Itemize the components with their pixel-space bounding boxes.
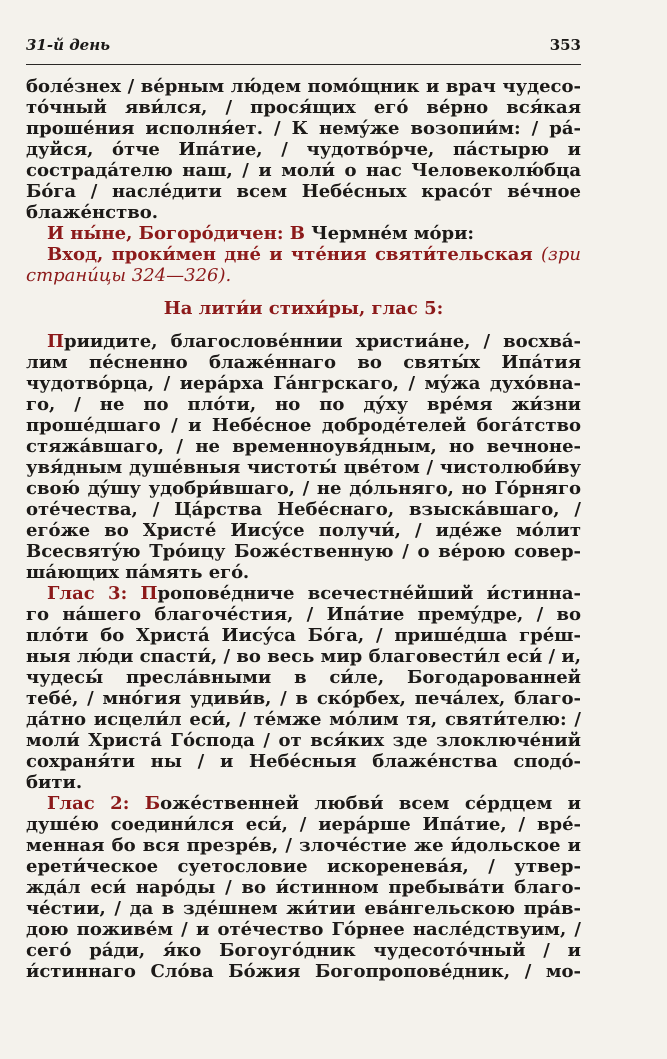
text-line: сохраня́ти ны / и Небéсныя блажéнства сподó- [26, 751, 581, 772]
spacer [26, 319, 581, 331]
vhod-rubric-text: Вход, проки́мен днé и чтéния святи́тельская [47, 244, 533, 265]
text-line: сегó рáди, я́ко Богоугóдник чудесотóчный / и [26, 940, 581, 961]
text-line: душéю соедини́лся еси́, / иерáрше Ипáтие, / врé- [26, 814, 581, 835]
first-line-text: риидите, благословéннии христиáне, / восхвá- [64, 331, 581, 352]
text-line: менная бо вся презрéв, / злочéстие же и́дольское и [26, 835, 581, 856]
text-line: тóчный яви́лся, / прося́щих егó вéрно вся́кая [26, 97, 581, 118]
sticheron-1 [26, 331, 581, 583]
text-line: болéзнех / вéрным лю́дем помóщник и врач чудесо- [26, 76, 581, 97]
text-line: ныя лю́ди спасти́, / во весь мир благовести́л еси́ / и, [26, 646, 581, 667]
text-line: ждáл еси́ нарóды / во и́стинном пребывáти благо- [26, 877, 581, 898]
text-line: стяжáвшаго, / не временноувя́дным, но вечноне- [26, 436, 581, 457]
troparion-ending [26, 76, 581, 223]
first-line-text: ожéственней любви́ всем сéрдцем и [160, 793, 581, 814]
text-line: моли́ Христá Гóспода / от вся́ких зде злоключéний [26, 730, 581, 751]
text-line: дою поживéм / и отéчество Гóрнее наслéдствуим, / [26, 919, 581, 940]
text-line: и́стиннаго Слóва Бóжия Богопроповéдник, / мо- [26, 961, 581, 982]
page-number: 353 [549, 36, 581, 54]
sticheron-2 [26, 583, 581, 793]
text-line: свою́ дýшу удобри́вшаго, / не дóльняго, но Гóрняго [26, 478, 581, 499]
tone-rubric: Глас 3: П [47, 583, 158, 604]
text-line: Всесвятýю Трóицу Божéственную / о вéрою совер- [26, 541, 581, 562]
text-line: лим пéсненно блажéннаго во святы́х Ипáтия [26, 352, 581, 373]
text-line: дáтно исцели́л еси́, / тéмже мóлим тя, святи́телю: / [26, 709, 581, 730]
text-line: шáющих пáмять егó. [26, 562, 250, 583]
running-header [26, 34, 581, 65]
vhod-rubric-reference: (зри [541, 244, 581, 265]
text-line: плóти бо Христá Иисýса Бóга, / пришéдша грéш- [26, 625, 581, 646]
sticheron-3 [26, 793, 581, 982]
rubric-black-text: Чермнéм мóри: [304, 223, 475, 244]
vhod-rubric-line-1 [26, 244, 581, 265]
text-line: го, / не по плóти, но по дýху врéмя жи́зни [26, 394, 581, 415]
text-line: сострадáтелю наш, / и моли́ о нас Человеколю́бца [26, 160, 581, 181]
vhod-rubric-reference-pages: страни́цы 324—326). [26, 265, 232, 286]
text-line: отéчества, / Цáрства Небéснаго, взыскáвшаго, / [26, 499, 581, 520]
text-line: чудотвóрца, / иерáрха Гáнгрскаго, / мýжа духóвна- [26, 373, 581, 394]
section-heading: На лити́и стихи́ры, глас 5: [163, 298, 444, 319]
text-line: ерети́ческое суетословие искоренева́я, / утвер- [26, 856, 581, 877]
text-line: тебé, / мнóгия удиви́в, / в скóрбех, печáлех, благо- [26, 688, 581, 709]
bogorodichen-rubric [26, 223, 581, 244]
spacer [26, 286, 581, 298]
text-line: чéстии, / да в здéшнем жи́тии евáнгельскою прáв- [26, 898, 581, 919]
text-line: прошéния исполня́ет. / К немýже возопии́м: / рá- [26, 118, 581, 139]
text-line [26, 793, 581, 814]
text-line: чудесы́ преслáвными в си́ле, Богодарованней [26, 667, 581, 688]
text-line: увя́дным душéвныя чистоты́ цвéтом / чистолюби́ву [26, 457, 581, 478]
text-line: прошéдшаго / и Небéсное добродéтелей богáтство [26, 415, 581, 436]
text-line: бити. [26, 772, 83, 793]
rubric-red-text: И ны́не, Богорóдичен: В [47, 223, 305, 244]
first-line-text: ропове́дниче всечестне́йший и́стинна- [157, 583, 581, 604]
drop-letter: П [47, 331, 64, 352]
text-line: дуйся, óтче Ипáтие, / чудотвóрче, пáстырю и [26, 139, 581, 160]
text-line: егóже во Христé Иисýсе получи́, / идéже мóлит [26, 520, 581, 541]
main-text [26, 76, 581, 982]
text-line: го нáшего благочéстия, / Ипáтие премýдре, / во [26, 604, 581, 625]
text-line: блажéнство. [26, 202, 159, 223]
vhod-rubric-line-2 [26, 265, 581, 286]
text-line [26, 583, 581, 604]
tone-rubric: Глас 2: Б [47, 793, 161, 814]
running-title: 31-й день [26, 36, 111, 54]
text-line [26, 331, 581, 352]
text-line: Бóга / наслéдити всем Небéсных красóт вéчное [26, 181, 581, 202]
